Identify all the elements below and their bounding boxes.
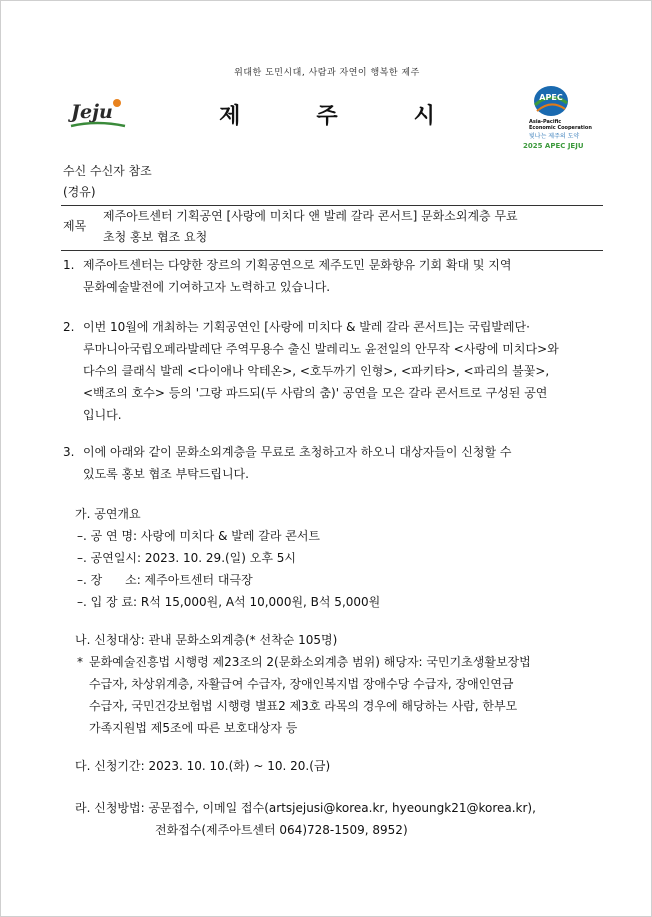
note-star: * bbox=[77, 655, 83, 669]
apec-logo bbox=[521, 83, 601, 155]
section-ga-item: –. 입 장 료: R석 15,000원, A석 10,000원, B석 5,000원 bbox=[77, 595, 381, 609]
via-line: (경유) bbox=[63, 185, 96, 199]
apec-line2: Economic Cooperation bbox=[529, 125, 592, 131]
paragraph-number: 1. bbox=[63, 258, 75, 272]
slogan: 위대한 도민시대, 사람과 자연이 행복한 제주 bbox=[234, 68, 420, 78]
paragraph-line: <백조의 호수> 등의 '그랑 파드되(두 사람의 춤)' 공연을 모은 갈라 콘서트로 구성된 공연 bbox=[83, 386, 548, 400]
paragraph-line: 이에 아래와 같이 문화소외계층을 무료로 초청하고자 하오니 대상자들이 신청할 수 bbox=[83, 445, 512, 459]
note-line: 수급자, 국민건강보험법 시행령 별표2 제3호 라목의 경우에 해당하는 사람, 한부모 bbox=[89, 699, 518, 713]
apec-badge: APEC bbox=[539, 93, 563, 102]
paragraph-3 bbox=[63, 441, 593, 485]
subject-line-2: 초청 홍보 협조 요청 bbox=[103, 230, 208, 244]
section-ga-item: –. 공 연 명: 사랑에 미치다 & 발레 갈라 콘서트 bbox=[77, 529, 321, 543]
paragraph-line: 이번 10월에 개최하는 기획공연인 [사랑에 미치다 & 발레 갈라 콘서트]는 국립발레단· bbox=[83, 320, 530, 334]
note-line: 문화예술진흥법 시행령 제23조의 2(문화소외계층 범위) 해당자: 국민기초생활보장법 bbox=[89, 655, 531, 669]
title-char-1: 제 bbox=[219, 103, 241, 129]
paragraph-1 bbox=[63, 254, 593, 298]
subject-label: 제목 bbox=[63, 219, 87, 233]
paragraph-line: 입니다. bbox=[83, 408, 122, 422]
subject-row bbox=[61, 205, 603, 251]
paragraph-line: 루마니아국립오페라발레단 주역무용수 출신 발레리노 윤전일의 안무작 <사랑에 미치다>와 bbox=[83, 342, 559, 356]
paragraph-number: 2. bbox=[63, 320, 75, 334]
paragraph-line: 있도록 홍보 협조 부탁드립니다. bbox=[83, 467, 249, 481]
title-char-2: 주 bbox=[316, 103, 338, 129]
paragraph-line: 다수의 클래식 발레 <다이애나 악테온>, <호두까기 인형>, <파키타>, <파리의 불꽃>, bbox=[83, 364, 550, 378]
note-line: 수급자, 차상위계층, 자활급여 수급자, 장애인복지법 장애수당 수급자, 장애인연금 bbox=[89, 677, 514, 691]
section-ga-item: –. 장 소: 제주아트센터 대극장 bbox=[77, 573, 253, 587]
apec-tagline: 빛나는 제주의 도약 bbox=[529, 133, 580, 140]
subject-line-1: 제주아트센터 기획공연 [사랑에 미치다 앤 발레 갈라 콘서트] 문화소외계층 무료 bbox=[103, 209, 518, 223]
section-ga-heading: 가. 공연개요 bbox=[75, 507, 141, 521]
note-line: 가족지원법 제5조에 따른 보호대상자 등 bbox=[89, 721, 298, 735]
paragraph-2 bbox=[63, 316, 593, 426]
section-ra-line-1: 라. 신청방법: 공문접수, 이메일 접수(artsjejusi@korea.kr, hyeoungk21@korea.kr), bbox=[75, 801, 536, 815]
paragraph-line: 제주아트센터는 다양한 장르의 기획공연으로 제주도민 문화향유 기회 확대 및 지역 bbox=[83, 258, 512, 272]
svg-text:Jeju: Jeju bbox=[71, 101, 113, 123]
apec-year-text: 2025 APEC JEJU bbox=[523, 142, 584, 150]
title-char-3: 시 bbox=[413, 103, 435, 129]
section-na-heading: 나. 신청대상: 관내 문화소외계층(* 선착순 105명) bbox=[75, 633, 338, 647]
section-da-heading: 다. 신청기간: 2023. 10. 10.(화) ~ 10. 20.(금) bbox=[75, 759, 331, 773]
section-na-note bbox=[77, 651, 592, 739]
apec-line1: Asia-Pacific bbox=[529, 119, 562, 125]
subject-text bbox=[103, 206, 603, 248]
section-ra-line-2: 전화접수(제주아트센터 064)728-1509, 8952) bbox=[155, 823, 408, 837]
paragraph-number: 3. bbox=[63, 445, 75, 459]
paragraph-line: 문화예술발전에 기여하고자 노력하고 있습니다. bbox=[83, 280, 331, 294]
recipient-line: 수신 수신자 참조 bbox=[63, 164, 152, 178]
section-ga-item: –. 공연일시: 2023. 10. 29.(일) 오후 5시 bbox=[77, 551, 297, 565]
